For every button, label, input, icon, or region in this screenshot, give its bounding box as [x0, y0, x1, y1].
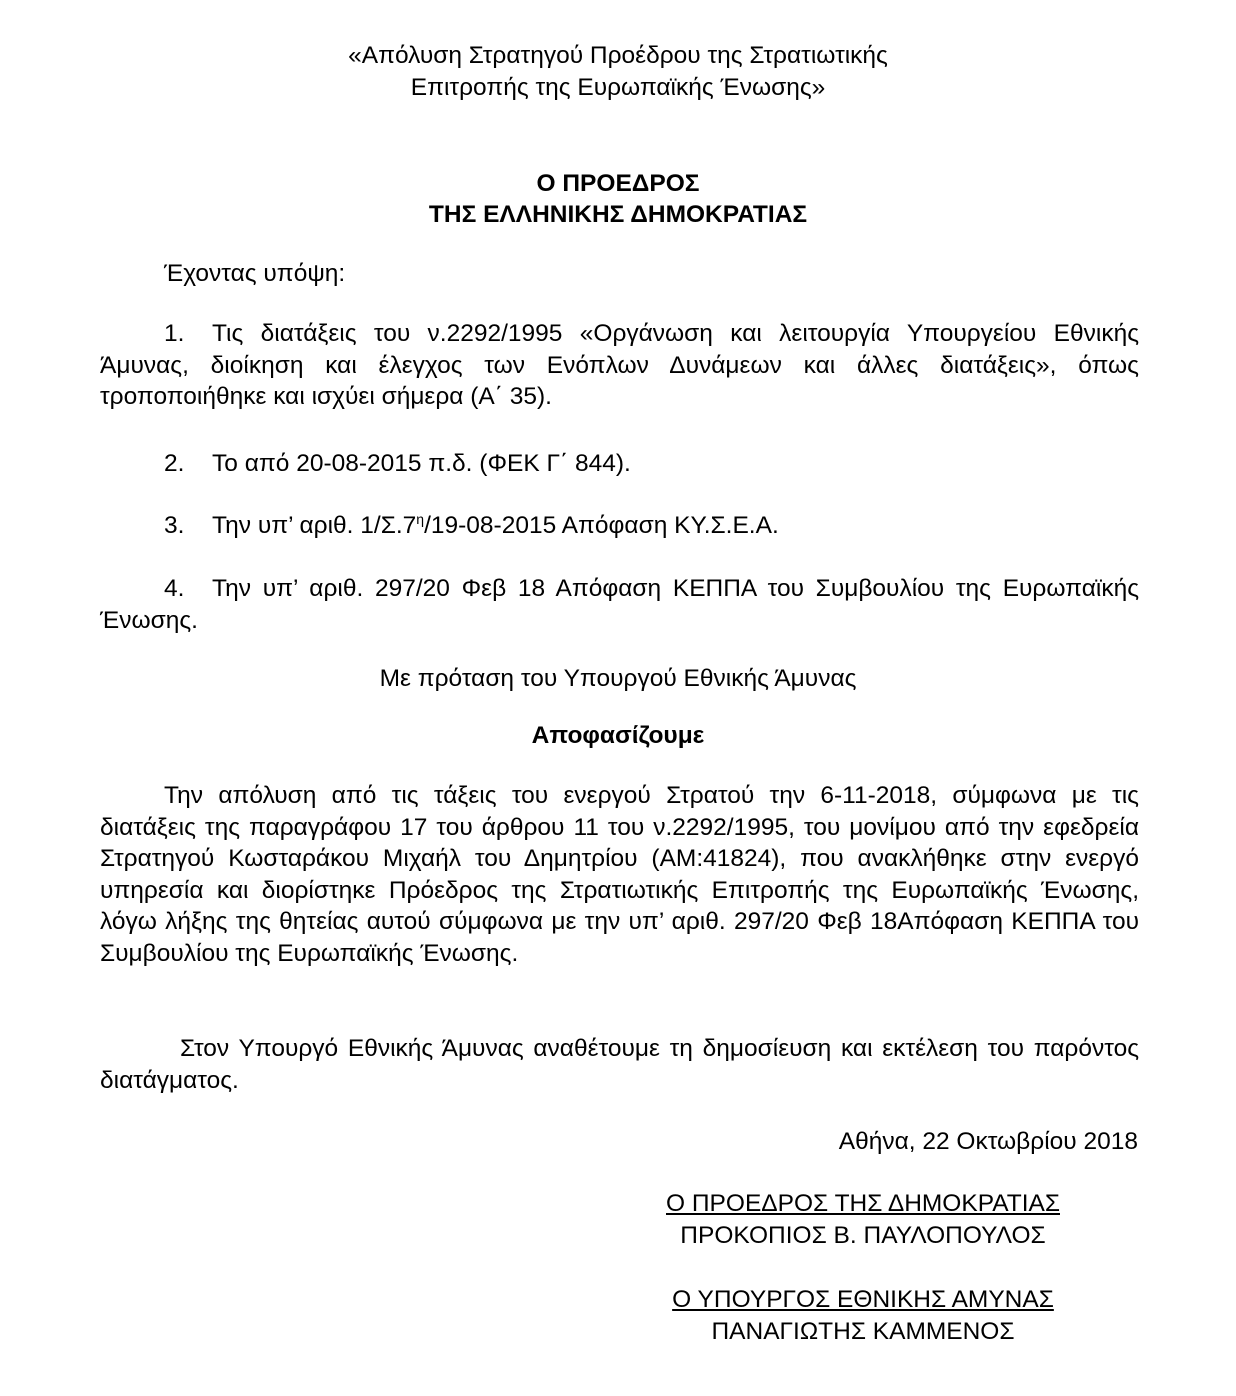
preamble-item-3 [100, 510, 1139, 542]
item-text-superscript: η [416, 510, 425, 527]
signatory-president-name: ΠΡΟΚΟΠΙΟΣ Β. ΠΑΥΛΟΠΟΥΛΟΣ [680, 1222, 1046, 1249]
item-text: Τις διατάξεις του ν.2292/1995 «Οργάνωση και λειτουργία Υπουργείου Εθνικής Άμυνας, διοίκηση και έλεγχος των Ενόπλων Δυνάμεων και άλλες διατάξεις», όπως τροποποιήθηκε και ισχύει σήμερα (Α΄ 35). [100, 320, 1139, 410]
preamble-intro: Έχοντας υπόψη: [164, 260, 346, 287]
item-text: Την υπ’ αριθ. 297/20 Φεβ 18 Απόφαση ΚΕΠΠΑ του Συμβουλίου της Ευρωπαϊκής Ένωσης. [100, 575, 1139, 634]
decision-body: Την απόλυση από τις τάξεις του ενεργού Στρατού την 6-11-2018, σύμφωνα με τις διατάξεις της παραγράφου 17 του άρθρου 11 του ν.2292/1995, του μονίμου από την εφεδρεία Στρατηγού Κωσταράκου Μιχαήλ του Δημητρίου (ΑΜ:41824), που ανακλήθηκε στην ενεργό υπηρεσία και διορίστηκε Πρόεδρος της Στρατιωτικής Επιτροπής της Ευρωπαϊκής Ένωσης, λόγω λήξης της θητείας αυτού σύμφωνα με την υπ’ αριθ. 297/20 Φεβ 18Απόφαση ΚΕΠΠΑ του Συμβουλίου της Ευρωπαϊκής Ένωσης. [100, 782, 1139, 967]
signatory-minister-name: ΠΑΝΑΓΙΩΤΗΣ ΚΑΜΜΕΝΟΣ [711, 1318, 1015, 1345]
item-number: 2. [164, 450, 185, 477]
title-line-2: ΤΗΣ ΕΛΛΗΝΙΚΗΣ ΔΗΜΟΚΡΑΤΙΑΣ [428, 201, 808, 228]
item-text-before: Την υπ’ αριθ. 1/Σ.7 [212, 512, 417, 539]
decision-heading: Αποφασίζουμε [531, 722, 705, 749]
place-date: Αθήνα, 22 Οκτωβρίου 2018 [838, 1128, 1138, 1155]
item-number: 3. [164, 512, 185, 539]
item-number: 1. [164, 320, 185, 347]
signatory-minister-title: Ο ΥΠΟΥΡΓΟΣ ΕΘΝΙΚΗΣ ΑΜΥΝΑΣ [672, 1286, 1054, 1313]
item-text: Το από 20-08-2015 π.δ. (ΦΕΚ Γ΄ 844). [212, 450, 631, 477]
preamble-item-1 [100, 318, 1139, 413]
title-line-1: Ο ΠΡΟΕΔΡΟΣ [536, 170, 700, 197]
subject-line-2: Επιτροπής της Ευρωπαϊκής Ένωσης» [410, 74, 826, 101]
subject-line-1: «Απόλυση Στρατηγού Προέδρου της Στρατιωτικής [348, 42, 888, 69]
proposal-line: Με πρόταση του Υπουργού Εθνικής Άμυνας [379, 665, 857, 692]
execution-paragraph: Στον Υπουργό Εθνικής Άμυνας αναθέτουμε τη δημοσίευση και εκτέλεση του παρόντος διατάγματος. [100, 1035, 1139, 1094]
item-number: 4. [164, 575, 185, 602]
signatory-president-title: Ο ΠΡΟΕΔΡΟΣ ΤΗΣ ΔΗΜΟΚΡΑΤΙΑΣ [666, 1190, 1060, 1217]
preamble-item-4 [100, 573, 1139, 636]
item-text-after: /19-08-2015 Απόφαση ΚΥ.Σ.Ε.Α. [424, 512, 779, 539]
preamble-item-2 [100, 448, 1139, 480]
